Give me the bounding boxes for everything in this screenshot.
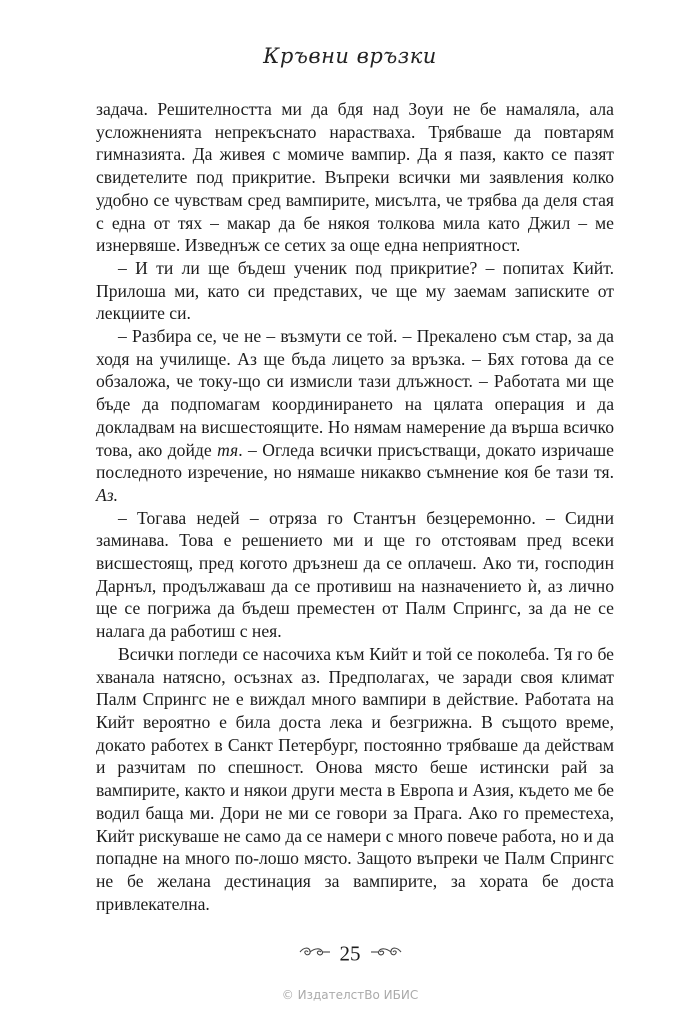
paragraph-5: Всички погледи се насочиха към Кийт и той се поколеба. Тя го бе хванала натясно, осъзнах аз. Предполагах, че заради своя климат Палм Спрингс не е виждал много вампири в действие. Работата на Кийт вероятно е била доста лека и безгрижна. В същото време, докато работех в Санкт Петербург, постоянно трябваше да действам и разчитам по спешност. Онова място беше истински рай за вампирите, както и някои други места в Европа и Азия, където ме бе водил баща ми. Дори не ми се говори за Прага. Ако го преместеха, Кийт рискуваше не само да се намери с много повече работа, но и да попадне на много по-лошо място. Защото въпреки че Палм Спрингс не бе желана дестинация за вампирите, за хората бе доста привлекателна. [96,643,614,914]
paragraph-3-part-a: – Разбира се, че не – възмути се той. – Прекалено съм стар, за да ходя на училище. Аз ще бъда лицето за връзка. – Бях готова да се обзаложа, че току-що си измисли тази длъжност. – Работата ми ще бъде да подпомагам координирането на цялата операция и да докладвам на висшестоящите. Но нямам намерение да върша всичко това, ако дойде [96,326,614,460]
page-body-text [96,98,614,915]
scroll-ornament-icon-right [369,945,403,963]
publisher-copyright: © ИздателстВо ИБИС [281,988,419,1002]
paragraph-3-emphasis-2: Аз. [96,484,119,505]
paragraph-3 [96,325,614,507]
scroll-ornament-icon [298,945,332,963]
running-header-title: Кръвни връзки [263,44,437,68]
paragraph-4: – Тогава недей – отряза го Стантън безцеремонно. – Сидни заминава. Това е решението ми и ще го отстоявам пред всеки висшестоящ, пред когото дръзнеш да се оплачеш. Ако ти, господин Дарнъл, продължаваш да се противиш на назначението ѝ, аз лично ще се погрижа да бъдеш преместен от Палм Спрингс, за да не се налага да работиш с нея. [96,507,614,642]
paragraph-3-part-b: . – Огледа всички присъстващи, докато изричаше последното изречение, но нямаше никакво съмнение коя бе тази тя. [96,439,614,483]
paragraph-3-emphasis-1: тя [217,439,239,460]
paragraph-1: задача. Решителността ми да бдя над Зоуи не бе намаляла, ала усложненията непрекъснато нарастваха. Трябваше да повтарям гимназията. Да живея с момиче вампир. Да я пазя, както се пазят свидетелите под прикритие. Въпреки всички ми заявления колко удобно се чувствам сред вампирите, мисълта, че трябва да деля стая с една от тях – макар да бе някоя толкова мила като Джил – ме изнервяше. Изведнъж се сетих за още една неприятност. [96,99,614,256]
page-folio [0,940,700,967]
paragraph-2: – И ти ли ще бъдеш ученик под прикритие? – попитах Кийт. Прилоша ми, като си представих, че ще му заемам записките от лекциите си. [96,257,614,324]
page-number: 25 [339,941,361,966]
